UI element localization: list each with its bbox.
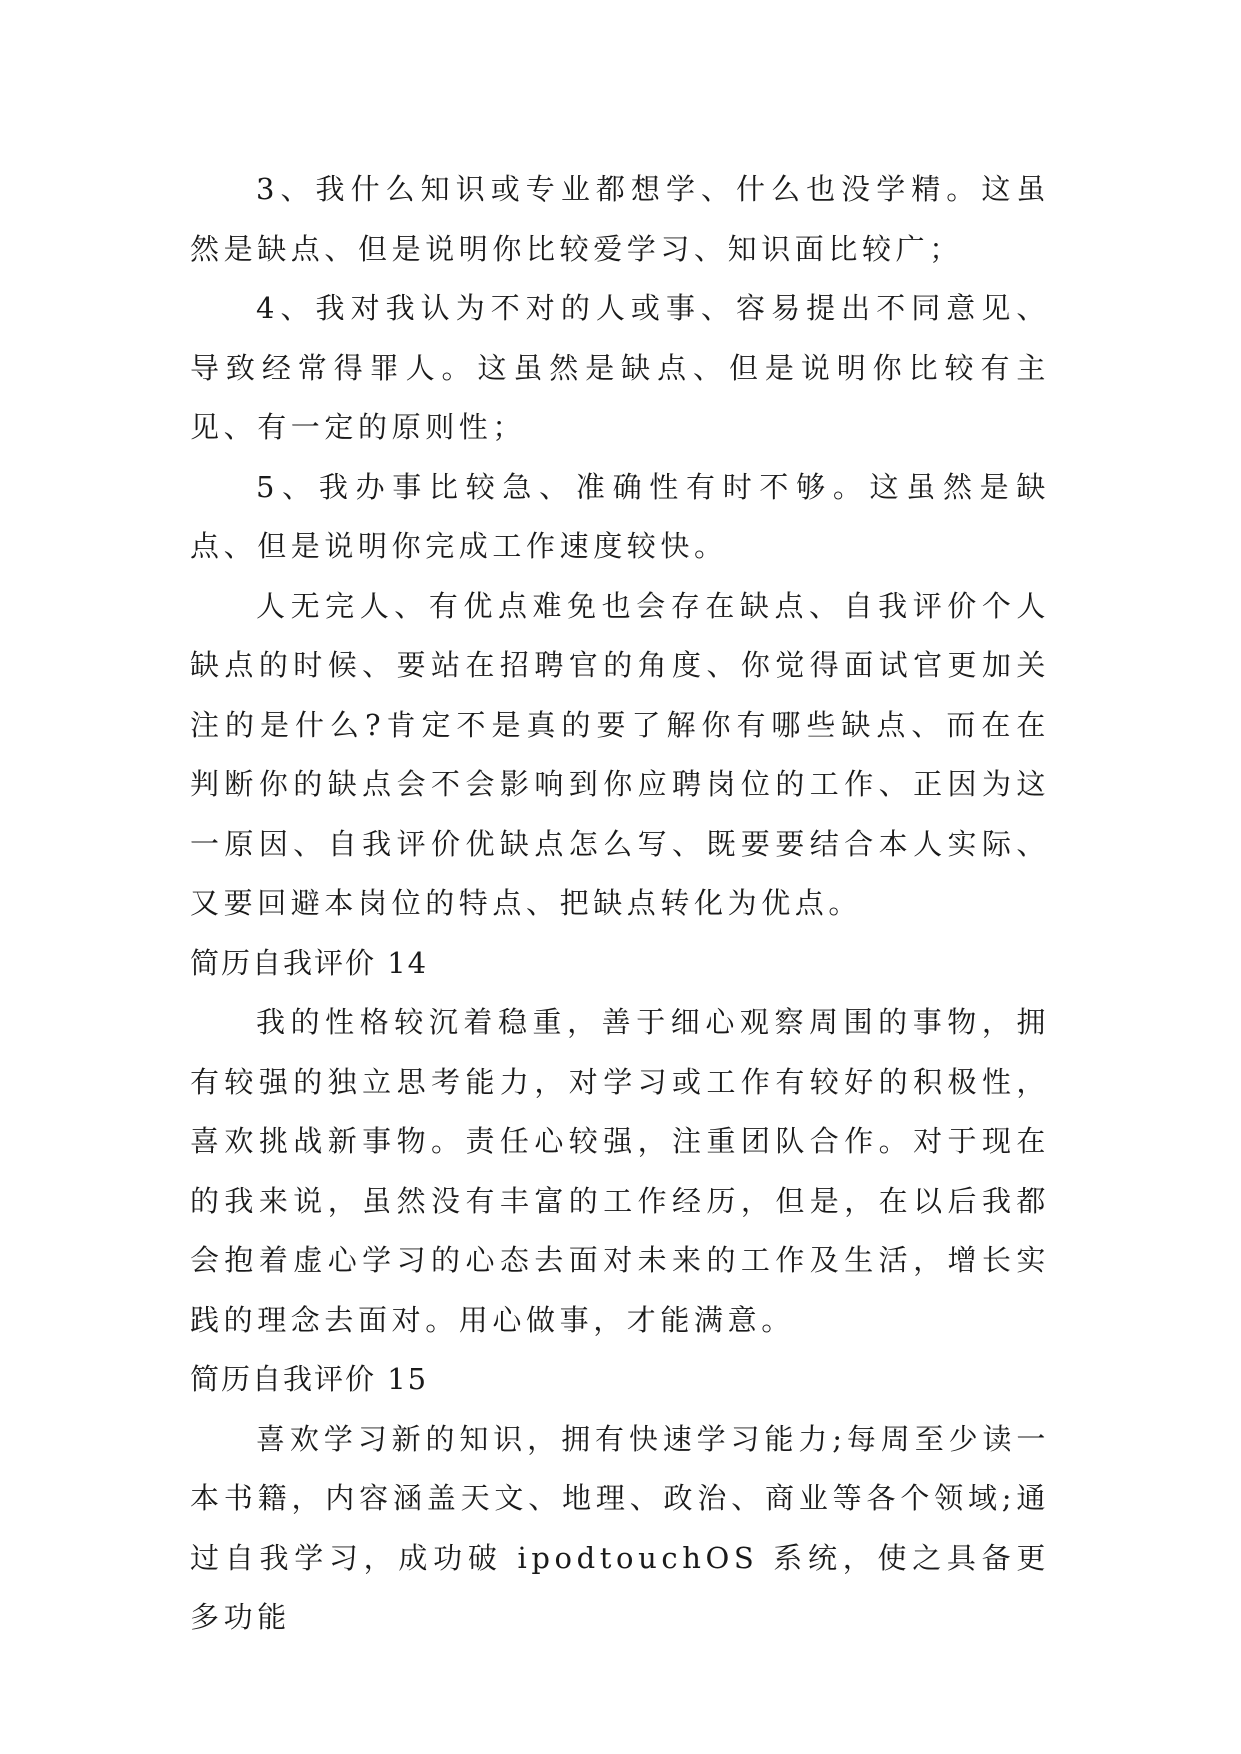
paragraph-evaluation-14: 我的性格较沉着稳重，善于细心观察周围的事物，拥有较强的独立思考能力，对学习或工作有较好的积极性，喜欢挑战新事物。责任心较强，注重团队合作。对于现在的我来说，虽然没有丰富的工作经历，但是，在以后我都会抱着虚心学习的心态去面对未来的工作及生活，增长实践的理念去面对。用心做事，才能满意。 [190,1005,1050,1337]
section-heading-14: 简历自我评价 14 [190,945,429,980]
document-body [190,160,1050,1648]
paragraph-summary: 人无完人、有优点难免也会存在缺点、自我评价个人缺点的时候、要站在招聘官的角度、你觉得面试官更加关注的是什么?肯定不是真的要了解你有哪些缺点、而在在判断你的缺点会不会影响到你应聘岗位的工作、正因为这一原因、自我评价优缺点怎么写、既要要结合本人实际、又要回避本岗位的特点、把缺点转化为优点。 [190,588,1050,920]
section-heading-15: 简历自我评价 15 [190,1362,429,1396]
paragraph-evaluation-15: 喜欢学习新的知识，拥有快速学习能力;每周至少读一本书籍，内容涵盖天文、地理、政治、商业等各个领域;通过自我学习，成功破 ipodtouchOS 系统，使之具备更多功能 [190,1421,1050,1634]
paragraph-point-5: 5、我办事比较急、准确性有时不够。这虽然是缺点、但是说明你完成工作速度较快。 [190,469,1050,563]
paragraph-point-3: 3、我什么知识或专业都想学、什么也没学精。这虽然是缺点、但是说明你比较爱学习、知识面比较广； [190,172,1050,266]
paragraph-point-4: 4、我对我认为不对的人或事、容易提出不同意见、导致经常得罪人。这虽然是缺点、但是说明你比较有主见、有一定的原则性； [190,291,1050,444]
